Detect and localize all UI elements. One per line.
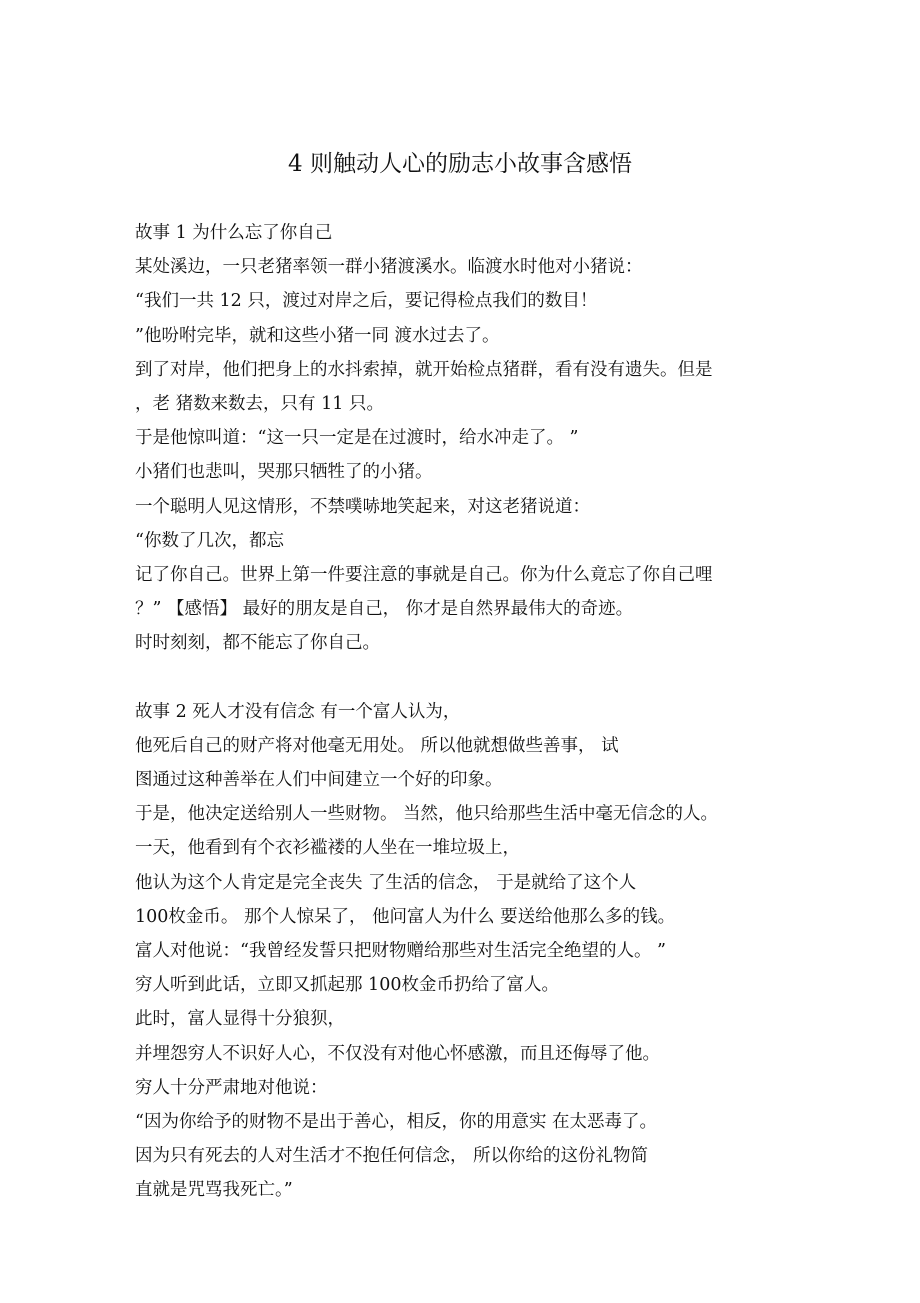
story-2-line: 直就是咒骂我死亡。” — [135, 1180, 293, 1201]
story-2-line: “因为你给予的财物不是出于善心，相反，你的用意实 在太恶毒了。 — [135, 1111, 658, 1132]
story-2-line: 穷人十分严肃地对他说： — [135, 1077, 328, 1098]
story-2-line: 此时，富人显得十分狼狈， — [135, 1009, 345, 1030]
story-2-line: 富人对他说：“我曾经发誓只把财物赠给那些对生活完全绝望的人。 ” — [135, 940, 666, 961]
story-1-line: 到了对岸，他们把身上的水抖索掉，就开始检点猪群，看有没有遗失。但是 — [135, 359, 713, 380]
story-2-line: 一天，他看到有个衣衫褴褛的人坐在一堆垃圾上， — [135, 838, 520, 859]
story-2-line: 于是，他决定送给别人一些财物。 当然，他只给那些生活中毫无信念的人。 — [135, 804, 719, 825]
story-2-line: 并埋怨穷人不识好人心，不仅没有对他心怀感激，而且还侮辱了他。 — [135, 1043, 660, 1064]
story-1-line: 一个聪明人见这情形，不禁噗哧地笑起来，对这老猪说道： — [135, 496, 590, 517]
story-2-heading: 故事 2 死人才没有信念 有一个富人认为， — [135, 701, 461, 722]
story-1-insight: ？” 【感悟】 最好的朋友是自己， 你才是自然界最伟大的奇迹。 — [135, 599, 634, 620]
story-2-line: 图通过这种善举在人们中间建立一个好的印象。 — [135, 770, 503, 790]
story-2-line: 因为只有死去的人对生活才不抱任何信念， 所以你给的这份礼物简 — [135, 1146, 649, 1167]
story-1-heading: 故事 1 为什么忘了你自己 — [135, 223, 333, 243]
story-1-line: ”他吩咐完毕，就和这些小猪一同 渡水过去了。 — [135, 325, 500, 346]
story-2-line: 穷人听到此话，立即又抓起那 100枚金币扔给了富人。 — [135, 975, 559, 996]
story-1-line: 时时刻刻，都不能忘了你自己。 — [135, 633, 380, 654]
story-1-line: 于是他惊叫道：“这一只一定是在过渡时，给水冲走了。 ” — [135, 428, 579, 449]
story-2-line: 他死后自己的财产将对他毫无用处。 所以他就想做些善事， 试 — [135, 735, 619, 756]
paragraph-gap — [135, 660, 795, 694]
story-1-line: ，老 猪数来数去，只有 11 只。 — [135, 393, 384, 414]
document-title: 4 则触动人心的励志小故事含感悟 — [288, 151, 632, 177]
story-1-line: 记了你自己。世界上第一件要注意的事就是自己。你为什么竟忘了你自己哩 — [135, 564, 713, 585]
story-1-line: “你数了几次，都忘 — [135, 530, 284, 551]
story-1-line: 小猪们也悲叫，哭那只牺牲了的小猪。 — [135, 462, 433, 483]
story-1-line: “我们一共 12 只，渡过对岸之后，要记得检点我们的数目！ — [135, 291, 598, 312]
story-2-line: 他认为这个人肯定是完全丧失 了生活的信念， 于是就给了这个人 — [135, 872, 637, 893]
story-1-line: 某处溪边，一只老猪率领一群小猪渡溪水。临渡水时他对小猪说： — [135, 257, 643, 278]
story-2-line: 100枚金币。 那个人惊呆了， 他问富人为什么 要送给他那么多的钱。 — [135, 906, 676, 927]
document-body — [135, 216, 795, 1207]
